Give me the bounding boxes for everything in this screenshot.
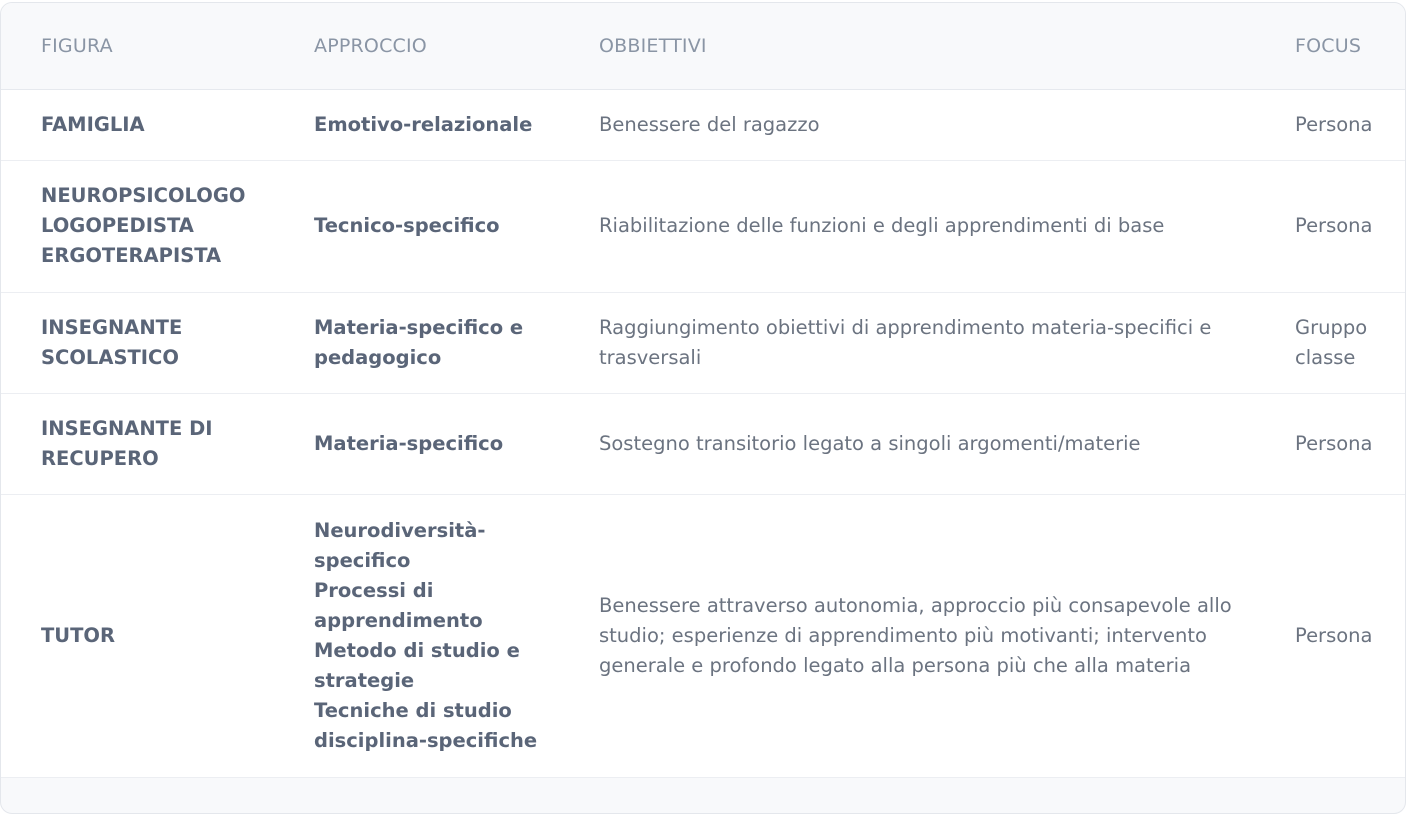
table-row [1, 160, 1405, 292]
cell-approccio [274, 160, 559, 292]
header-obbiettivi: OBBIETTIVI [559, 3, 1255, 89]
cell-focus: Persona [1255, 89, 1405, 160]
approccio-line: Materia-specifico [314, 431, 504, 455]
header-approccio: APPROCCIO [274, 3, 559, 89]
cell-focus: Persona [1255, 494, 1405, 777]
figura-line: TUTOR [41, 623, 116, 647]
comparison-table [1, 3, 1405, 778]
figura-line: FAMIGLIA [41, 112, 145, 136]
cell-approccio [274, 292, 559, 393]
approccio-line: Neurodiversità-specifico [314, 518, 486, 572]
cell-figura [1, 292, 274, 393]
cell-obbiettivi: Benessere attraverso autonomia, approccio più consapevole allo studio; esperienze di apprendimento più motivanti; intervento generale e profondo legato alla persona più che alla materia [559, 494, 1255, 777]
cell-figura [1, 393, 274, 494]
approccio-line: Emotivo-relazionale [314, 112, 533, 136]
cell-figura [1, 89, 274, 160]
cell-approccio [274, 494, 559, 777]
figura-line: ERGOTERAPISTA [41, 244, 222, 267]
table-row [1, 494, 1405, 777]
cell-figura [1, 494, 274, 777]
header-focus: FOCUS [1255, 3, 1405, 89]
header-row [1, 3, 1405, 89]
figura-line: NEUROPSICOLOGO [41, 184, 246, 207]
approccio-line: Materia-specifico e pedagogico [314, 315, 524, 369]
table-row [1, 393, 1405, 494]
cell-obbiettivi: Raggiungimento obiettivi di apprendimento materia-specifici e trasversali [559, 292, 1255, 393]
header-figura: FIGURA [1, 3, 274, 89]
cell-approccio [274, 89, 559, 160]
cell-obbiettivi: Riabilitazione delle funzioni e degli apprendimenti di base [559, 160, 1255, 292]
table-header [1, 3, 1405, 89]
figura-line: INSEGNANTE SCOLASTICO [41, 315, 183, 369]
approccio-line: Metodo di studio e strategie [314, 638, 520, 692]
approccio-line: Processi di apprendimento [314, 578, 483, 632]
table-row [1, 292, 1405, 393]
cell-obbiettivi: Benessere del ragazzo [559, 89, 1255, 160]
cell-focus: Gruppo classe [1255, 292, 1405, 393]
figura-line: INSEGNANTE DI RECUPERO [41, 416, 213, 470]
cell-obbiettivi: Sostegno transitorio legato a singoli argomenti/materie [559, 393, 1255, 494]
approccio-line: Tecniche di studio disciplina-specifiche [314, 698, 538, 752]
table-row [1, 89, 1405, 160]
cell-approccio [274, 393, 559, 494]
cell-figura [1, 160, 274, 292]
cell-focus: Persona [1255, 160, 1405, 292]
table-body [1, 89, 1405, 777]
cell-focus: Persona [1255, 393, 1405, 494]
figura-line: LOGOPEDISTA [41, 214, 194, 237]
approccio-line: Tecnico-specifico [314, 214, 500, 237]
comparison-table-card [0, 2, 1406, 814]
